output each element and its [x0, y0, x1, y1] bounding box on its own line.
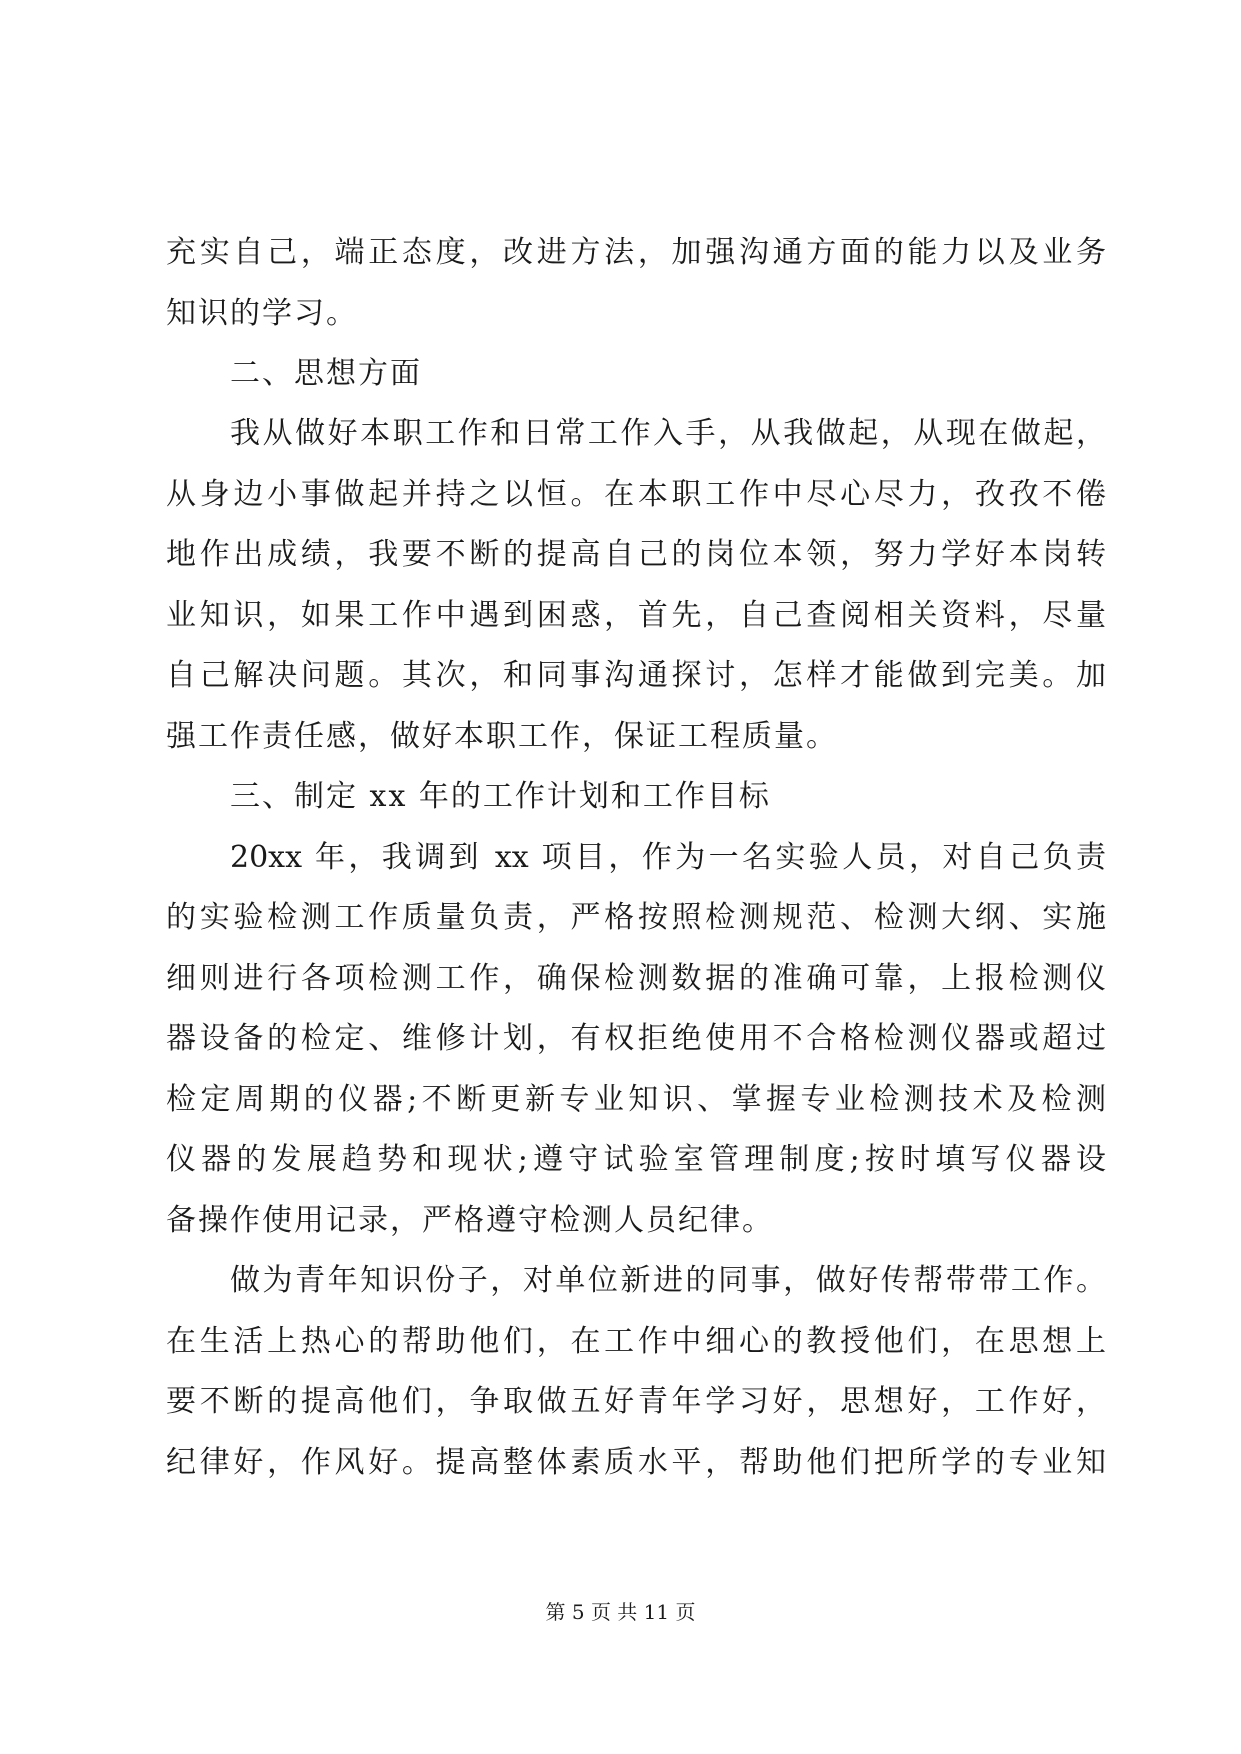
page-number-footer: 第 5 页 共 11 页: [545, 1600, 696, 1624]
body-line: 自己解决问题。其次，和同事沟通探讨，怎样才能做到完美。加: [166, 658, 1106, 693]
body-line: 在生活上热心的帮助他们，在工作中细心的教授他们，在思想上: [166, 1324, 1106, 1359]
body-line: 强工作责任感，做好本职工作，保证工程质量。: [166, 719, 838, 754]
body-line: 业知识，如果工作中遇到困惑，首先，自己查阅相关资料，尽量: [166, 598, 1106, 633]
body-line: 备操作使用记录，严格遵守检测人员纪律。: [166, 1203, 774, 1238]
body-line: 做为青年知识份子，对单位新进的同事，做好传帮带带工作。: [230, 1263, 1106, 1298]
body-line: 要不断的提高他们，争取做五好青年学习好，思想好，工作好，: [166, 1384, 1106, 1419]
body-line: 器设备的检定、维修计划，有权拒绝使用不合格检测仪器或超过: [166, 1021, 1106, 1056]
body-line: 纪律好，作风好。提高整体素质水平，帮助他们把所学的专业知: [166, 1445, 1106, 1480]
body-line: 仪器的发展趋势和现状;遵守试验室管理制度;按时填写仪器设: [166, 1142, 1106, 1177]
body-line: 的实验检测工作质量负责，严格按照检测规范、检测大纲、实施: [166, 900, 1106, 935]
body-line: 20xx 年，我调到 xx 项目，作为一名实验人员，对自己负责: [230, 840, 1106, 875]
section-heading: 三、制定 xx 年的工作计划和工作目标: [230, 779, 771, 814]
body-line: 地作出成绩，我要不断的提高自己的岗位本领，努力学好本岗转: [166, 537, 1106, 572]
section-heading: 二、思想方面: [230, 356, 422, 391]
body-line: 细则进行各项检测工作，确保检测数据的准确可靠，上报检测仪: [166, 961, 1106, 996]
body-line: 知识的学习。: [166, 296, 358, 331]
body-line: 我从做好本职工作和日常工作入手，从我做起，从现在做起，: [230, 416, 1106, 451]
body-line: 充实自己，端正态度，改进方法，加强沟通方面的能力以及业务: [166, 235, 1106, 270]
body-line: 从身边小事做起并持之以恒。在本职工作中尽心尽力，孜孜不倦: [166, 477, 1106, 512]
body-line: 检定周期的仪器;不断更新专业知识、掌握专业检测技术及检测: [166, 1082, 1106, 1117]
